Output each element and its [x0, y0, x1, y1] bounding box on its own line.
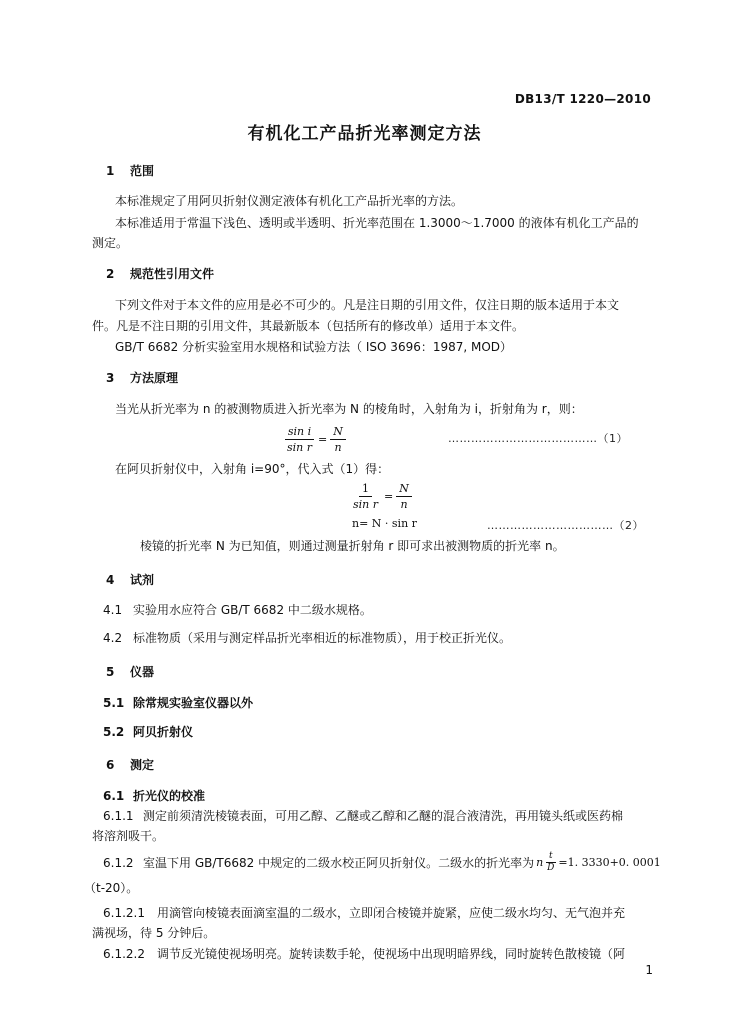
paragraph: 棱镜的折光率 N 为已知值，则通过测量折射角 r 即可求出被测物质的折光率 n。 [140, 539, 565, 553]
equation-label-2: ……………………………（2） [487, 519, 644, 532]
section-heading-5 [106, 663, 154, 680]
equation-1: $\frac{\text{sin i}}{\text{sin r}}$ = $\frac{N}{n}$ [284, 424, 346, 455]
page-number: 1 [645, 963, 653, 977]
section-title: 范围 [130, 164, 155, 178]
formula-value: =1. 3330+0. 0001 [558, 855, 661, 869]
section-title: 规范性引用文件 [130, 267, 215, 281]
equation-2: $\frac{1}{\text{sin r}}$ = $\frac{N}{n}$ [350, 481, 412, 512]
paragraph: 本标准适用于常温下浅色、透明或半透明、折光率范围在 1.3000～1.7000 的液体有机化工产品的 [115, 216, 639, 230]
clause-6-1-2: 6.1.2 室温下用 GB/T6682 中规定的二级水校正阿贝折射仪。二级水的折光率为 n $\frac{t}{D}$ =1. 3330+0. 0001 [103, 851, 661, 873]
clause-4-2: 4.2 标准物质（采用与测定样品折光率相近的标准物质），用于校正折光仪。 [103, 631, 512, 645]
equation-3: n= N · sin r [352, 517, 417, 530]
denominator: n [334, 441, 342, 454]
numerator: 1 [359, 481, 372, 497]
subscript-fraction: $\frac{t}{D}$ [547, 851, 555, 873]
section-number: 2 [106, 267, 115, 281]
paragraph: 本标准规定了用阿贝折射仪测定液体有机化工产品折光率的方法。 [115, 194, 464, 208]
paragraph: 当光从折光率为 n 的被测物质进入折光率为 N 的棱角时，入射角为 i，折射角为 r，则： [115, 402, 583, 416]
denominator: sin r [287, 441, 313, 454]
paragraph: （t-20）。 [84, 881, 139, 895]
paragraph: 件。凡是不注日期的引用文件，其最新版本（包括所有的修改单）适用于本文件。 [92, 319, 525, 333]
section-heading-6 [106, 756, 154, 773]
standard-number: DB13/T 1220—2010 [514, 92, 651, 106]
section-number: 4 [106, 573, 115, 587]
paragraph: 下列文件对于本文件的应用是必不可少的。凡是注日期的引用文件，仅注日期的版本适用于本文 [115, 298, 620, 312]
denominator: sin r [353, 498, 379, 511]
section-heading-4 [106, 571, 154, 588]
fraction [350, 481, 381, 512]
section-title: 仪器 [130, 665, 155, 679]
section-number: 5 [106, 665, 115, 679]
paragraph: 将溶剂吸干。 [92, 829, 165, 843]
clause-6-1-2-2: 6.1.2.2 调节反光镜使视场明亮。旋转读数手轮，使视场中出现明暗界线，同时旋转色散棱镜（阿 [103, 947, 626, 961]
equation-label-1: …………………………………（1） [448, 432, 628, 445]
section-number: 3 [106, 371, 115, 385]
clause-4-1: 4.1 实验用水应符合 GB/T 6682 中二级水规格。 [103, 603, 372, 617]
section-number: 1 [106, 164, 115, 178]
symbol-n: n [536, 855, 544, 869]
paragraph: 满视场，待 5 分钟后。 [92, 926, 216, 940]
clause-6-1-2-1: 6.1.2.1 用滴管向棱镜表面滴室温的二级水，立即闭合棱镜并旋紧，应使二级水均匀、无气泡并充 [103, 906, 626, 920]
paragraph: 测定。 [92, 236, 129, 250]
clause-6-1-1: 6.1.1 测定前须清洗棱镜表面，可用乙醇、乙醚或乙醇和乙醚的混合液清洗，再用镜头纸或医药棉 [103, 809, 624, 823]
section-number: 6 [106, 758, 115, 772]
fraction [330, 424, 346, 455]
denominator: n [400, 498, 408, 511]
section-title: 测定 [130, 758, 155, 772]
section-title: 方法原理 [130, 371, 179, 385]
clause-5-1: 5.1 除常规实验室仪器以外 [103, 696, 254, 710]
fraction [284, 424, 315, 455]
numerator: sin i [285, 424, 314, 440]
fraction [396, 481, 412, 512]
clause-6-1: 6.1 折光仪的校准 [103, 789, 206, 803]
section-heading-1 [106, 162, 154, 179]
section-heading-3 [106, 369, 178, 386]
section-heading-2 [106, 265, 214, 282]
document-title: 有机化工产品折光率测定方法 [247, 124, 482, 144]
numerator: N [396, 481, 412, 497]
normative-reference: GB/T 6682 分析实验室用水规格和试验方法（ ISO 3696：1987, MOD） [115, 340, 513, 354]
section-title: 试剂 [130, 573, 155, 587]
paragraph: 在阿贝折射仪中，入射角 i=90°，代入式（1）得： [115, 462, 390, 476]
clause-5-2: 5.2 阿贝折射仪 [103, 725, 194, 739]
numerator: N [330, 424, 346, 440]
